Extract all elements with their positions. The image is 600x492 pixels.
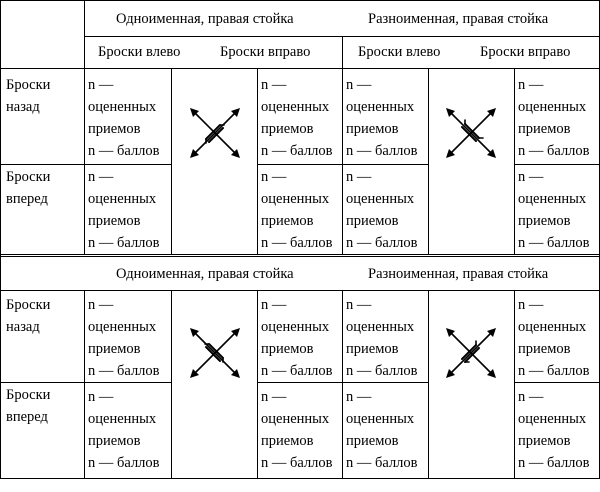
row-label-throws-back: Броски назад bbox=[6, 77, 51, 115]
score-cell: n — оцененных приемов n — баллов bbox=[88, 77, 160, 159]
header-throws-left: Броски влево bbox=[358, 44, 441, 60]
score-cell: n — оцененных приемов n — баллов bbox=[261, 77, 333, 159]
score-cell: n — оцененных приемов n — баллов bbox=[346, 169, 418, 251]
throw-direction-diagram-icon bbox=[180, 318, 250, 388]
score-cell: n — оцененных приемов n — баллов bbox=[346, 389, 418, 471]
score-cell: n — оцененных приемов n — баллов bbox=[518, 169, 590, 251]
score-cell: n — оцененных приемов n — баллов bbox=[346, 77, 418, 159]
header-same-stance: Одноименная, правая стойка bbox=[116, 266, 294, 282]
header-throws-right: Броски вправо bbox=[220, 44, 311, 60]
row-label-throws-forward: Броски вперед bbox=[6, 387, 51, 425]
score-cell: n — оцененных приемов n — баллов bbox=[261, 297, 333, 379]
score-cell: n — оцененных приемов n — баллов bbox=[518, 389, 590, 471]
header-throws-left: Броски влево bbox=[98, 44, 181, 60]
score-cell: n — оцененных приемов n — баллов bbox=[518, 297, 590, 379]
score-cell: n — оцененных приемов n — баллов bbox=[261, 389, 333, 471]
row-label-throws-forward: Броски вперед bbox=[6, 169, 51, 207]
score-cell: n — оцененных приемов n — баллов bbox=[518, 77, 590, 159]
header-opposite-stance: Разноименная, правая стойка bbox=[368, 266, 549, 282]
score-cell: n — оцененных приемов n — баллов bbox=[88, 297, 160, 379]
score-cell: n — оцененных приемов n — баллов bbox=[346, 297, 418, 379]
score-cell: n — оцененных приемов n — баллов bbox=[88, 169, 160, 251]
throw-direction-diagram-icon bbox=[436, 98, 506, 168]
score-cell: n — оцененных приемов n — баллов bbox=[88, 389, 160, 471]
score-cell: n — оцененных приемов n — баллов bbox=[261, 169, 333, 251]
throw-direction-diagram-icon bbox=[180, 98, 250, 168]
header-opposite-stance: Разноименная, правая стойка bbox=[368, 11, 549, 27]
throw-direction-diagram-icon bbox=[436, 318, 506, 388]
header-throws-right: Броски вправо bbox=[480, 44, 571, 60]
row-label-throws-back: Броски назад bbox=[6, 297, 51, 335]
header-same-stance: Одноименная, правая стойка bbox=[116, 11, 294, 27]
